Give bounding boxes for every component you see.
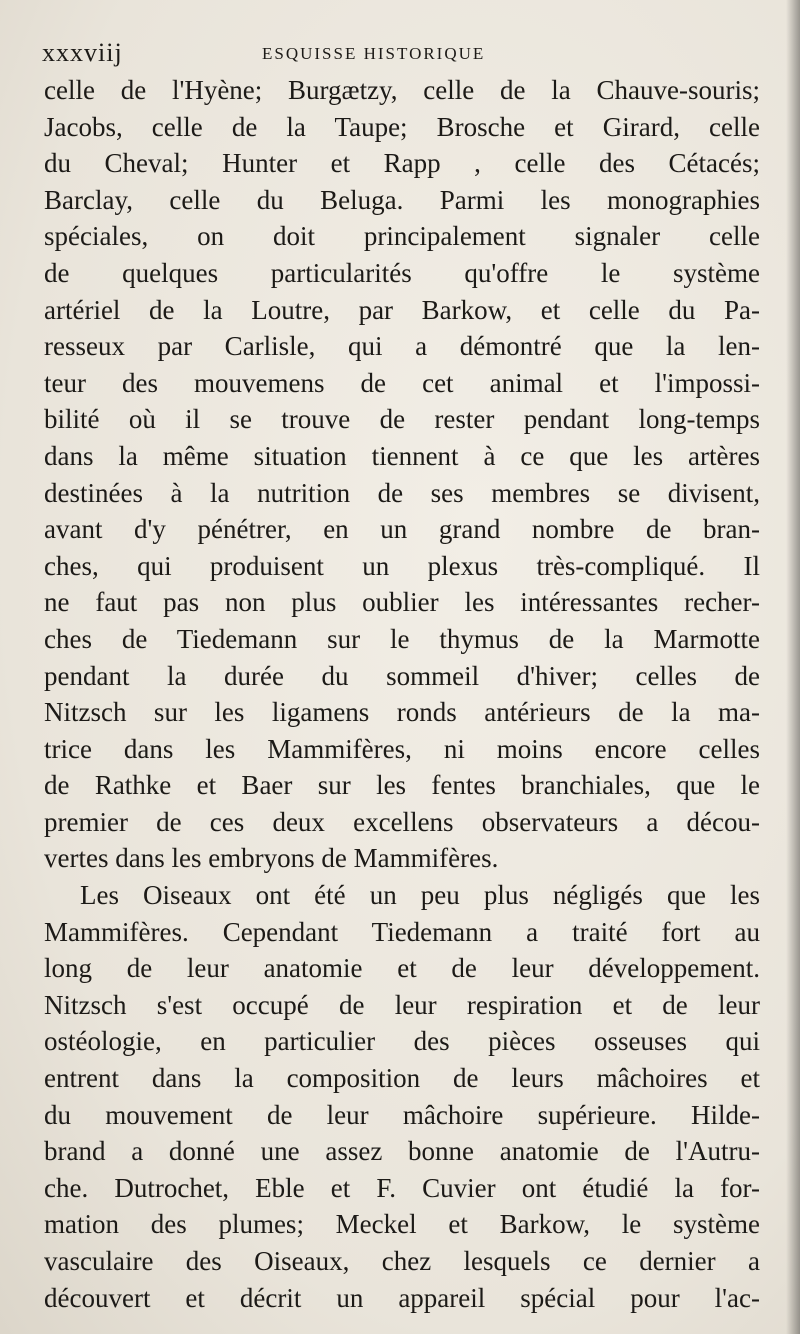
text-line: Barclay, celle du Beluga. Parmi les monographies	[44, 184, 760, 215]
text-line: premier de ces deux excellens observateurs a décou-	[44, 806, 760, 837]
text-line: entrent dans la composition de leurs mâchoires et	[44, 1063, 760, 1094]
text-line: teur des mouvemens de cet animal et l'impossi-	[44, 367, 760, 398]
page-number: xxxviij	[42, 38, 123, 67]
text-line: Nitzsch s'est occupé de leur respiration et de leur	[44, 989, 760, 1020]
text-line: Mammifères. Cependant Tiedemann a traité fort au	[44, 916, 760, 947]
text-line: spéciales, on doit principalement signaler celle	[44, 221, 760, 252]
paragraph-start-line: Les Oiseaux ont été un peu plus négligés que les	[80, 880, 760, 911]
text-line: du mouvement de leur mâchoire supérieure. Hilde-	[44, 1099, 760, 1130]
text-line: ne faut pas non plus oublier les intéressantes recher-	[44, 587, 760, 618]
text-line: découvert et décrit un appareil spécial pour l'ac-	[44, 1282, 760, 1313]
text-line: dans la même situation tiennent à ce que les artères	[44, 440, 760, 471]
text-line: long de leur anatomie et de leur développement.	[44, 953, 760, 984]
text-line: resseux par Carlisle, qui a démontré que la len-	[44, 331, 760, 362]
text-line: brand a donné une assez bonne anatomie de l'Autru-	[44, 1136, 760, 1167]
text-line: avant d'y pénétrer, en un grand nombre de bran-	[44, 514, 760, 545]
text-line: du Cheval; Hunter et Rapp , celle des Cétacés;	[44, 148, 760, 179]
text-line: bilité où il se trouve de rester pendant long-temps	[44, 404, 760, 435]
text-line: vertes dans les embryons de Mammifères.	[44, 843, 499, 874]
text-line: vasculaire des Oiseaux, chez lesquels ce dernier a	[44, 1246, 760, 1276]
text-line: de quelques particularités qu'offre le système	[44, 257, 760, 288]
text-line: destinées à la nutrition de ses membres se divisent,	[44, 477, 760, 508]
text-line: ostéologie, en particulier des pièces osseuses qui	[44, 1026, 760, 1057]
text-line: ches, qui produisent un plexus très-compliqué. Il	[44, 550, 760, 581]
body-text	[44, 72, 760, 1316]
text-line: ches de Tiedemann sur le thymus de la Marmotte	[44, 623, 760, 654]
text-line: de Rathke et Baer sur les fentes branchiales, que le	[44, 770, 760, 801]
text-line: che. Dutrochet, Eble et F. Cuvier ont étudié la for-	[44, 1172, 760, 1203]
text-line: mation des plumes; Meckel et Barkow, le système	[44, 1209, 760, 1240]
text-line: Jacobs, celle de la Taupe; Brosche et Girard, celle	[44, 111, 760, 142]
text-line: artériel de la Loutre, par Barkow, et celle du Pa-	[44, 294, 760, 325]
running-head	[42, 38, 756, 68]
text-line: Nitzsch sur les ligamens ronds antérieurs de la ma-	[44, 697, 760, 728]
page-edge-shadow	[786, 0, 800, 1334]
text-line: celle de l'Hyène; Burgætzy, celle de la Chauve-souris;	[44, 75, 760, 105]
running-title: ESQUISSE HISTORIQUE	[262, 44, 486, 63]
text-line: pendant la durée du sommeil d'hiver; celles de	[44, 660, 760, 691]
text-line: trice dans les Mammifères, ni moins encore celles	[44, 733, 760, 764]
